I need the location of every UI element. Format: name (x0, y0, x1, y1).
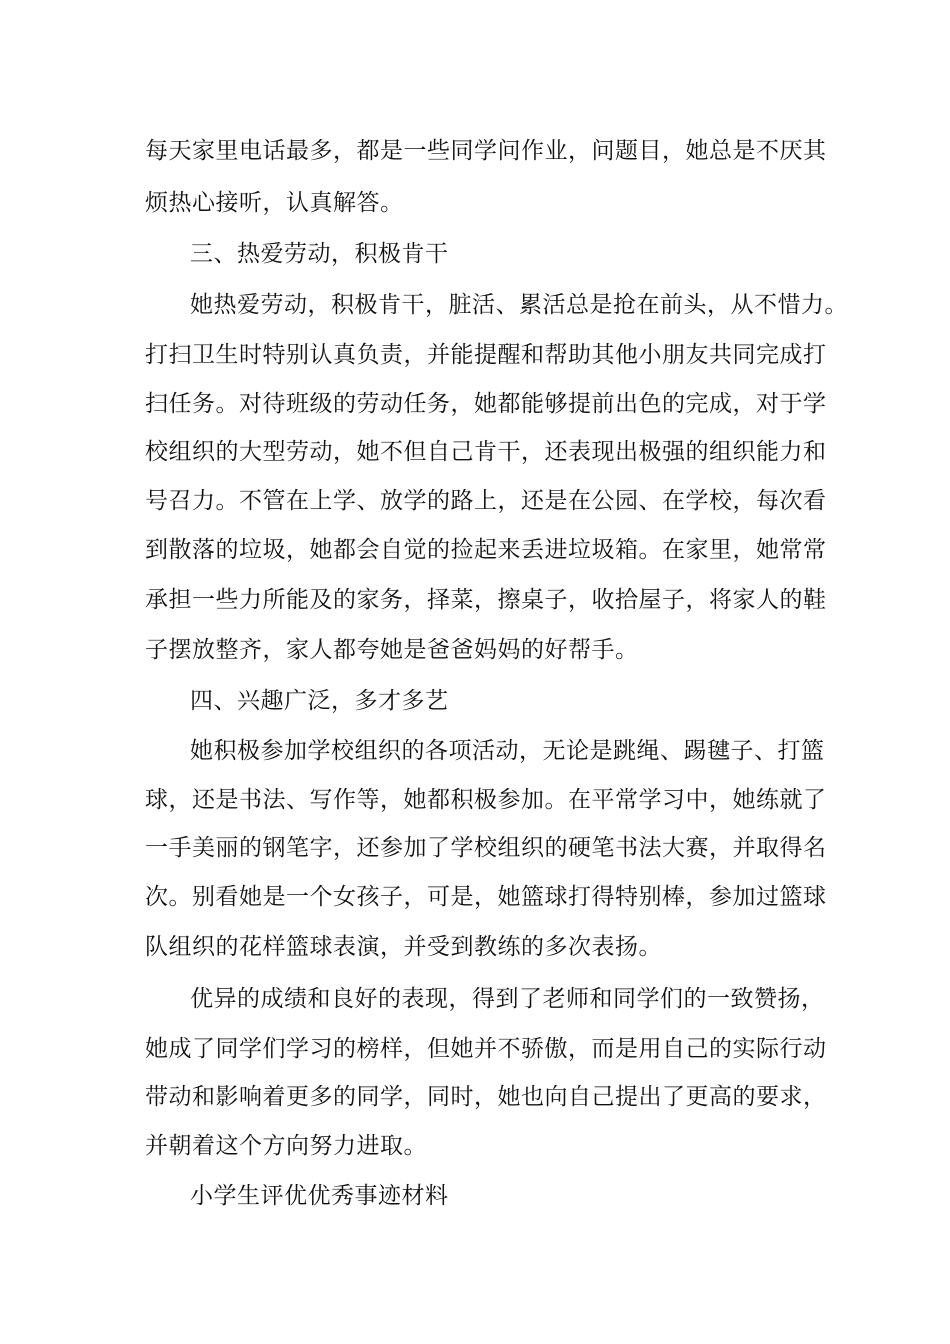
paragraph-line: 球，还是书法、写作等，她都积极参加。在平常学习中，她练就了 (145, 787, 827, 813)
paragraph-line: 她成了同学们学习的榜样，但她并不骄傲，而是用自己的实际行动 (145, 1036, 827, 1062)
section-heading: 三、热爱劳动，积极肯干 (190, 241, 449, 267)
paragraph-line: 优异的成绩和良好的表现，得到了老师和同学们的一致赞扬， (190, 986, 825, 1012)
paragraph-line: 子摆放整齐，家人都夸她是爸爸妈妈的好帮手。 (145, 637, 639, 663)
paragraph-line: 烦热心接听，认真解答。 (145, 190, 404, 216)
paragraph-line: 号召力。不管在上学、放学的路上，还是在公园、在学校，每次看 (145, 488, 827, 514)
paragraph-line: 次。别看她是一个女孩子，可是，她篮球打得特别棒，参加过篮球 (145, 884, 827, 910)
paragraph-line: 她热爱劳动，积极肯干，脏活、累活总是抢在前头，从不惜力。 (190, 292, 848, 318)
paragraph-line: 打扫卫生时特别认真负责，并能提醒和帮助其他小朋友共同完成打 (145, 342, 827, 368)
document-title: 小学生评优优秀事迹材料 (190, 1183, 449, 1209)
paragraph-line: 扫任务。对待班级的劳动任务，她都能够提前出色的完成，对于学 (145, 391, 827, 417)
paragraph-line: 并朝着这个方向努力进取。 (145, 1133, 427, 1159)
paragraph-line: 她积极参加学校组织的各项活动，无论是跳绳、踢毽子、打篮 (190, 738, 825, 764)
paragraph-line: 承担一些力所能及的家务，择菜，擦桌子，收拾屋子，将家人的鞋 (145, 587, 827, 613)
paragraph-line: 到散落的垃圾，她都会自觉的捡起来丢进垃圾箱。在家里，她常常 (145, 537, 827, 563)
paragraph-line: 一手美丽的钢笔字，还参加了学校组织的硬笔书法大赛，并取得名 (145, 835, 827, 861)
paragraph-line: 队组织的花样篮球表演，并受到教练的多次表扬。 (145, 934, 662, 960)
paragraph-line: 每天家里电话最多，都是一些同学问作业，问题目，她总是不厌其 (145, 138, 827, 164)
paragraph-line: 校组织的大型劳动，她不但自己肯干，还表现出极强的组织能力和 (145, 439, 827, 465)
section-heading: 四、兴趣广泛，多才多艺 (190, 688, 449, 714)
paragraph-line: 带动和影响着更多的同学，同时，她也向自己提出了更高的要求， (145, 1084, 827, 1110)
